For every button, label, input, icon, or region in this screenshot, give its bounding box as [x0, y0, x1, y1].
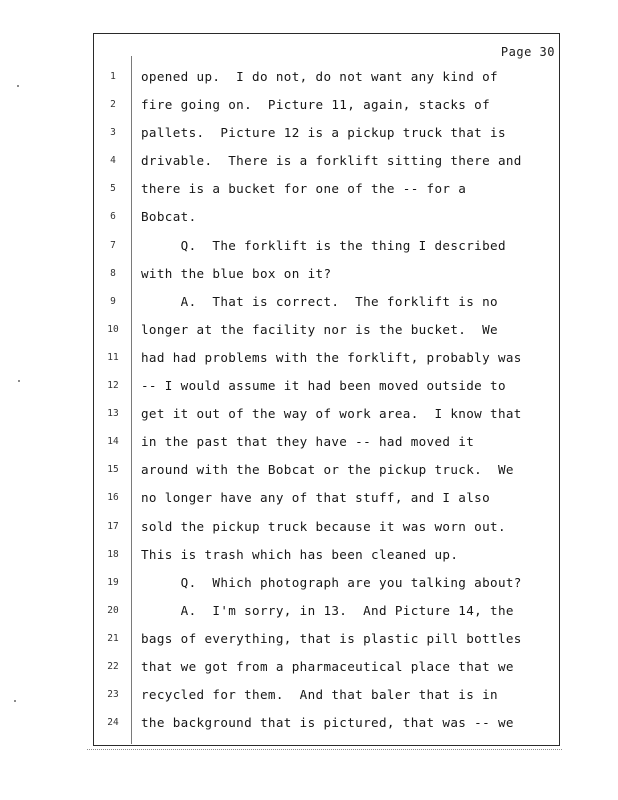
transcript-line	[100, 569, 555, 597]
line-number: 15	[107, 464, 119, 476]
line-text: opened up. I do not, do not want any kind of	[141, 69, 498, 84]
line-number: 5	[110, 183, 116, 195]
transcript-line	[100, 456, 555, 484]
margin-speck	[14, 700, 16, 702]
line-text: -- I would assume it had been moved outside to	[141, 378, 506, 394]
line-number: 9	[110, 295, 116, 307]
line-text: that we got from a pharmaceutical place that we	[141, 658, 514, 674]
transcript-line	[100, 119, 555, 147]
footer-rule	[87, 749, 562, 751]
line-number: 17	[107, 520, 119, 532]
line-number: 11	[107, 351, 119, 363]
line-number: 12	[107, 380, 119, 392]
line-number: 6	[110, 211, 116, 223]
line-text: had had problems with the forklift, probably was	[141, 349, 522, 365]
line-number: 21	[107, 632, 119, 644]
transcript-line	[100, 147, 555, 175]
transcript-line	[100, 625, 555, 653]
line-text: Bobcat.	[141, 209, 197, 225]
line-number: 4	[110, 155, 116, 167]
transcript-line	[100, 653, 555, 681]
line-text: Q. The forklift is the thing I described	[141, 237, 506, 253]
line-text: bags of everything, that is plastic pill bottles	[141, 630, 522, 646]
line-text: recycled for them. And that baler that is in	[141, 687, 498, 703]
line-text: pallets. Picture 12 is a pickup truck that is	[141, 125, 506, 141]
line-text: This is trash which has been cleaned up.	[141, 546, 459, 562]
transcript-line	[100, 681, 555, 709]
line-number: 24	[107, 717, 119, 729]
line-number: 23	[107, 689, 119, 701]
line-number: 3	[110, 127, 116, 139]
line-text: around with the Bobcat or the pickup truck. We	[141, 462, 514, 478]
line-text: sold the pickup truck because it was worn out.	[141, 518, 506, 534]
line-text: A. That is correct. The forklift is no	[141, 293, 498, 309]
margin-speck	[17, 85, 19, 87]
transcript-line	[100, 63, 555, 91]
line-number: 16	[107, 492, 119, 504]
transcript-line	[100, 344, 555, 372]
line-number: 2	[110, 99, 116, 111]
line-text: longer at the facility nor is the bucket. We	[141, 321, 498, 337]
transcript-line	[100, 484, 555, 512]
line-text: fire going on. Picture 11, again, stacks of	[141, 97, 491, 113]
line-text: with the blue box on it?	[141, 265, 332, 281]
transcript-line	[100, 91, 555, 119]
transcript-body	[100, 63, 555, 737]
transcript-line	[100, 175, 555, 203]
transcript-line	[100, 513, 555, 541]
line-text: there is a bucket for one of the -- for a	[141, 181, 467, 197]
line-text: A. I'm sorry, in 13. And Picture 14, the	[141, 602, 514, 618]
transcript-line	[100, 428, 555, 456]
transcript-line	[100, 400, 555, 428]
line-number: 7	[110, 239, 116, 251]
margin-speck	[18, 380, 20, 382]
line-text: drivable. There is a forklift sitting there and	[141, 153, 522, 169]
transcript-line	[100, 541, 555, 569]
line-number: 19	[107, 576, 119, 588]
transcript-line	[100, 203, 555, 231]
line-number: 20	[107, 604, 119, 616]
line-text: no longer have any of that stuff, and I also	[141, 490, 491, 506]
transcript-line	[100, 709, 555, 737]
line-number: 22	[107, 660, 119, 672]
line-number: 10	[107, 323, 119, 335]
line-number: 8	[110, 267, 116, 279]
line-text: Q. Which photograph are you talking about?	[141, 574, 522, 590]
line-number: 14	[107, 436, 119, 448]
transcript-line	[100, 316, 555, 344]
transcript-line	[100, 260, 555, 288]
line-text: the background that is pictured, that was -- we	[141, 715, 514, 731]
page-number: Page 30	[500, 45, 555, 59]
line-number: 1	[110, 71, 116, 82]
line-number: 18	[107, 548, 119, 560]
transcript-line	[100, 372, 555, 400]
transcript-line	[100, 288, 555, 316]
transcript-line	[100, 597, 555, 625]
line-number: 13	[107, 408, 119, 420]
line-text: in the past that they have -- had moved it	[141, 434, 475, 450]
line-text: get it out of the way of work area. I know that	[141, 406, 522, 422]
transcript-line	[100, 232, 555, 260]
